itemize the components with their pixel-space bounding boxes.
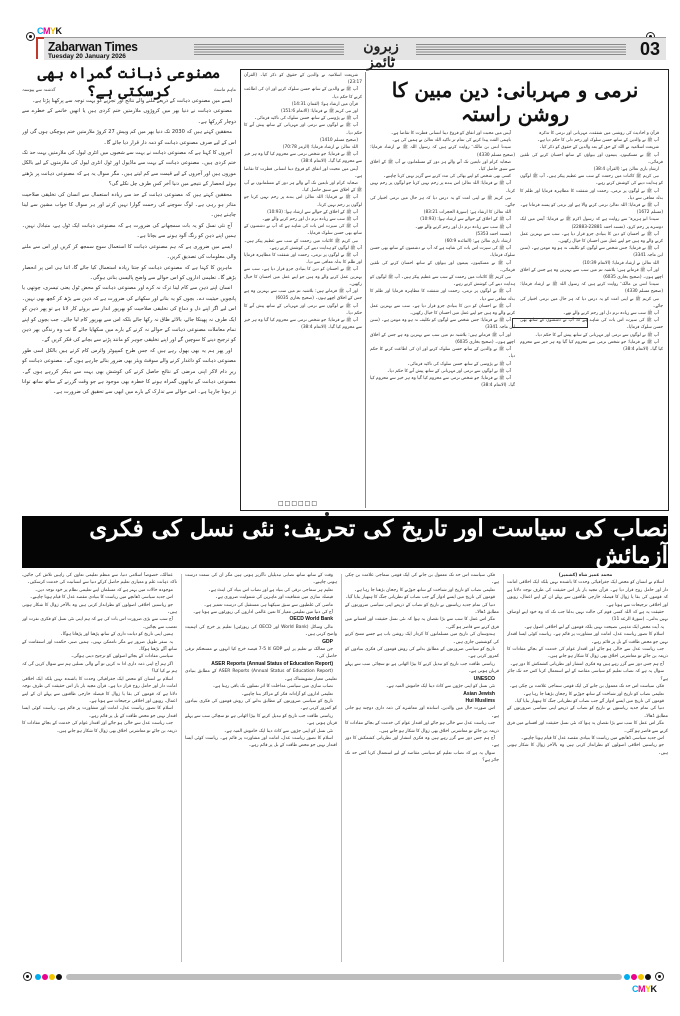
paragraph: آپ ﷺ نے احسان کو دین کا بنیادی جزو قرار دیا ہے۔ سب سے بہترین عمل کرنے والے وہ ہیں جو اپنے عمل میں احسان کا خیال رکھیں۔ — [244, 267, 362, 287]
header-accent-bar — [36, 37, 38, 59]
paragraph: آپ ﷺ کی سیرت اس بات کی شاہد ہے کہ آپ نے دشمنوں کے ساتھ بھی حسن سلوک فرمایا۔ — [244, 224, 362, 237]
issue-date: Tuesday 20 January 2026 — [48, 53, 126, 60]
paragraph: اس جدید سیاسی ڈھانچے میں ریاست کا بنیادی مقصد عدل کا قیام ہونا چاہیے۔ — [29, 595, 173, 601]
paragraph: وقت کے ساتھ ساتھ نصابی تبدیلیاں ناگزیر ہوتی ہیں مگر ان کی سمت درست ہونی چاہیے۔ — [185, 573, 337, 586]
paragraph: آج کی دنیا میں تعلیمی معیار کا تعین عالمی اداروں کی رپورٹوں سے ہوتا ہے۔ — [192, 610, 333, 616]
paragraph: مگر اس عمل کا سب سے بڑا نقصان یہ ہوا کہ نئی نسل حقیقت اور افسانے میں فرق کرنے سے قاصر ہو گئی۔ — [507, 721, 668, 734]
english-ref: GDP — [322, 638, 333, 645]
paragraph: آپ ﷺ نے فرمایا: اللہ تعالیٰ اس بندے پر رحم نہیں کرتا جو لوگوں پر رحم نہیں کرتا۔ — [244, 195, 362, 208]
paragraph: آپ ﷺ نے احسان کو دین کا بنیادی جزو قرار دیا ہے۔ سب سے بہترین عمل کرنے والے وہ ہیں جو اپنے عمل میں احسان کا خیال رکھیں۔ — [370, 303, 515, 317]
curriculum-column-3 — [185, 572, 337, 964]
column-separator — [181, 574, 182, 962]
paragraph: ایسے میں ضروری ہے کہ ہم مصنوعی ذہانت کا استعمال سوچ سمجھ کر کریں اور اس سے ملنے والی معلومات کی تصدیق کریں۔ — [22, 243, 236, 261]
paragraph: آپ ﷺ نے لوگوں پر نرمی، رحمت اور شفقت کا مظاہرہ فرمایا اور ظلم کا بدلہ معافی سے دیا۔ — [520, 188, 663, 201]
paragraph: فکر، سیاست اس حد تک معمول بن جانے کی ایک قومی سماجی علامت بن چکی ہے۔ — [345, 573, 499, 586]
paragraph: آپ ﷺ نے والدین کے ساتھ حسن سلوک کرنے اور ان کی اطاعت کرنے کا حکم دیا۔ — [370, 347, 515, 360]
paragraph: آپ ﷺ کی سیرت اس بات کی شاہد ہے کہ آپ نے دشمنوں کے ساتھ بھی حسن سلوک فرمایا۔ — [520, 318, 663, 331]
paragraph: ASER Reports (Annual Status of Education Report) کے مطابق بنیادی تعلیمی معیار تشویشناک ہے۔ — [185, 669, 337, 682]
continued-note: گذشتہ سے پیوستہ — [22, 88, 56, 93]
paragraph: جب ریاست عدل سے خالی ہو جائے اور اقتدار عوام کی خدمت کے بجائے مفادات کا ذریعہ بن جائے تو معاشرتی اخلاق بھی زوال کا شکار ہو جاتے ہیں۔ — [345, 721, 499, 734]
paragraph: شریعت اسلامیہ نے اللہ کے حق کے بعد والدین کے حقوق کو ذکر کیا۔ — [539, 145, 659, 151]
paragraph: (صحیح مسلم 1410) — [320, 137, 358, 143]
paragraph: آپ ﷺ نے لوگوں پر نرمی، رحمت اور شفقت کا مظاہرہ فرمایا اور ظلم کا بدلہ معافی سے دیا۔ — [244, 253, 362, 266]
banner-headline — [22, 516, 668, 568]
paragraph: اسلام کا تصور ریاست عدل، امانت اور مشاورت پر قائم ہے۔ ریاست کوئی ایسا اقتدار نہیں جو محض طاقت کے بل پر قائم رہے۔ — [507, 632, 668, 645]
cmyk-label-bottom — [632, 984, 657, 994]
paragraph: دنیا کی تمام جدید ریاستوں نے تاریخ کو نصاب کے ذریعے اپنی سیاسی ضرورتوں کے مطابق ڈھالا۔ — [345, 602, 499, 616]
paragraph: آپس میں محبت اور اتفاق کو فروغ دینا انسانی فطرت کا تقاضا ہے۔ — [390, 131, 511, 136]
paragraph: آج نئی نسل کو یہ بات سمجھانے کی ضرورت ہے کہ مصنوعی ذہانت ایک ٹول ہے، متبادل نہیں۔ ہمیں اپنے ذہن کو زنگ آلود ہونے سے بچانا ہے۔ — [22, 222, 236, 240]
paragraph: اور آپ ﷺ فرماتے ہیں: بلاشبہ تم میں سب سے بہترین وہ ہے جس کے اخلاق اچھے ہوں۔ (صحیح بخاری 6035) — [370, 332, 515, 345]
paragraph: نبی کریم ﷺ نے اپنی امت کو یہ درس دیا کہ ہر حال میں نرمی اختیار کی جائے۔ — [520, 296, 663, 309]
color-dot-cyan — [35, 974, 41, 980]
paragraph: اور آپ ﷺ فرماتے ہیں: بلاشبہ تم میں سب سے بہترین وہ ہے جس کے اخلاق اچھے ہوں۔ (صحیح بخاری 6035) — [520, 267, 663, 281]
paragraph: آپ ﷺ نے والدین کے ساتھ حسن سلوک اور رحم دلی کا حکم دیا ہے۔ — [537, 138, 659, 144]
color-dot-black — [56, 974, 62, 980]
paragraph: مصنوعی ذہانت نے دنیا بھر میں کروڑوں ملازمتیں ختم کردی ہیں یا انھیں خاتمے کے خطرے سے دوچار کررکھا ہے۔ — [22, 108, 236, 125]
paragraph: تعلیمی اداروں کو آزادانہ فکر کے مراکز بننا چاہیے۔ — [241, 691, 333, 697]
paragraph: شریعت اسلامیہ نے والدین کے حقوق کو ذکر کیا۔ (القرآن 23:17) — [244, 73, 362, 86]
paragraph: عمالک، خصوصاً اسلامی دنیا، سے منظم تعلیمی تعاون کی راہیں تلاش کی جائیں، تاکہ ذہانت علم و معیاری تعلیم حاصل کرکے دنیا سے انسانیت کی خدمت کرسکیں۔ — [22, 573, 177, 586]
paragraph: جب ریاست عدل سے خالی ہو جائے اور اقتدار عوام کی خدمت کے بجائے مفادات کا ذریعہ بن جائے تو معاشرتی اخلاق بھی زوال کا شکار ہو جاتے ہیں۔ — [22, 721, 177, 734]
paragraph: آپ ﷺ نے والدین کے ساتھ حسن سلوک کرنے اور ان کی اطاعت کرنے کا حکم دیا۔ — [244, 87, 362, 100]
paragraph: نبی کریم ﷺ کائنات میں رحمت کے سب سے عظیم پیکر ہیں۔ آپ ﷺ لوگوں کو ہدایت دینے کی کوشش کرتے رہے۔ — [244, 238, 362, 251]
curriculum-column-2 — [345, 572, 499, 964]
paragraph: قوموں کی تاریخ میں ایسے ادوار آئے جب نصاب کو نظریاتی جنگ کا ہتھیار بنایا گیا۔ — [514, 698, 664, 704]
paragraph: آپ ﷺ نے لوگوں سے نرمی اور مہربانی کے ساتھ پیش آنے کا حکم دیا۔ — [244, 123, 362, 136]
paragraph: آپ ﷺ نے فرمایا: جس شخص سے لوگوں کو تکلیف نہ ہو وہ مومن ہے۔ (سنن ابن ماجہ 3341) — [520, 246, 663, 259]
paragraph: آپ ﷺ سب سے زیادہ نرم دل اور رحم کرنے والے تھے۔ — [261, 217, 358, 223]
paragraph: سیدنا انس بن مالک ؓ روایت کرتے ہیں کہ رسول اللہ ﷺ نے ارشاد فرمایا: (صحیح مسلم 4330) — [370, 145, 515, 158]
paragraph: اگر ہم آج اپنی ذمہ داری ادا نہ کریں تو آنے والی نسلیں ہم سے سوال کریں گی کہ ہم نے کیا کیا؟ — [22, 661, 177, 675]
paragraph: فکر، سیاست اس حد تک معمول بن جانے کی ایک قومی سماجی علامت بن چکی ہے۔ — [509, 684, 664, 690]
byline: محمد عمیر شاہ (کشمیر) — [558, 573, 613, 578]
paragraph: اسلام کا تصور ریاست عدل، امانت اور مشاورت پر قائم ہے۔ ریاست کوئی ایسا اقتدار نہیں جو محض طاقت کے بل پر قائم رہے۔ — [22, 706, 177, 719]
paragraph: اور پھر ہم یہ بھی بھول رہے ہیں کہ جس طرح کمپیوٹر وائرس کام کرتے ہیں بالکل اسی طور مصنوعی ذہانت کو داغدار کرنے والے سوفٹ ویئر بھی ضرور بنائے جارہے ہوں گے۔ مصنوعی ذہانت کو زیرِ دام لاکر اپنی مرضی کے نتائج حاصل کرنے کی کوشش بھی بہت سے ہیکر کررہے ہوں گے۔ مصنوعی ذہانت کے ہاتھوں گمراہ ہونے کا خطرہ بھی موجود ہے جو وقت گزرنے کے ساتھ ساتھ توانا تر ہوتا جارہا ہے۔ اس حوالے سے تدارک کے بارے میں ابھی سے تحقیق کی ضرورت ہے۔ — [22, 347, 236, 396]
paragraph: اللہ تعالیٰ نے ارشاد فرمایا: (الانعام 10:39) — [582, 260, 659, 266]
paragraph: یہ سفر طویل ضرور ہے مگر ناممکن نہیں۔ ہمیں صبر، حکمت اور استقامت کے ساتھ آگے بڑھنا ہوگا۔ — [22, 639, 177, 653]
paragraph: آپ ﷺ نے فرمایا: جو شخص نرمی سے محروم کیا گیا وہ ہر خیر سے محروم کیا گیا۔ (الانعام 38:4) — [520, 339, 663, 353]
paragraph: ریاستی طاقت جب تاریخ کو تبدیل کرنے کا بیڑا اٹھاتی ہے تو سچائی سب سے پہلے قربان ہوتی ہے۔ — [185, 713, 337, 727]
header-rule-lines-left — [194, 44, 344, 56]
cmyk-k: K — [650, 984, 657, 994]
color-dot-black — [645, 974, 651, 980]
paragraph: باہمی الفت پیدا کرنے کی تمام تر تاکید اللہ تعالیٰ نے ہمیں کی ہے۔ — [391, 138, 511, 144]
paragraph: کسی بھی شخص کو اپنے بھائی کی مدد کرنے سے گریز نہیں کرنا چاہیے۔ — [383, 174, 511, 180]
paragraph: حقیقت یہ ہے کہ اللہ کسی قوم کی حالت نہیں بدلتا جب تک کہ وہ خود اپنے اوصاف نہیں بدلتی۔ (سورۃ الرعد 11) — [507, 610, 668, 623]
paragraph: فیصلہ سازی میں شفافیت اور ماہرین کی شمولیت ضروری ہے۔ — [215, 595, 333, 601]
paragraph — [345, 698, 499, 705]
paragraph: تعلیمی نصاب کو تاریخ اور شناخت کے ساتھ جوڑنے کا رجحان بڑھتا جا رہا ہے۔ — [523, 691, 664, 697]
paragraph: اللہ تعالیٰ نے ارشاد فرمایا: (الزمر 70:78) — [282, 145, 358, 151]
paragraph: آپ ﷺ نے فرمایا: اللہ تعالیٰ اس بندے پر رحم نہیں کرتا جو لوگوں پر رحم نہیں کرتا۔ — [370, 181, 515, 194]
paragraph: آپ ﷺ نے مسکینوں، یتیموں اور بیواؤں کے ساتھ احسان کرنے کی تلقین فرمائی۔ — [370, 260, 515, 273]
paragraph: مگر اس عمل کا سب سے بڑا نقصان یہ ہوا کہ نئی نسل حقیقت اور افسانے میں فرق کرنے سے قاصر ہو گئی۔ — [345, 617, 499, 630]
paragraph: آپ ﷺ نے احسان کو دین کا بنیادی جزو قرار دیا ہے۔ سب سے بہترین عمل کرنے والے وہ ہیں جو اپنے عمل میں احسان کا خیال رکھیں۔ — [520, 231, 663, 245]
color-dot-magenta — [631, 974, 637, 980]
paragraph: جن ممالک نے تعلیم پر اپنے GDP کا 5-7 فیصد خرچ کیا انہوں نے مستحکم ترقی حاصل کی۔ — [185, 647, 337, 660]
paragraph — [345, 676, 499, 683]
article-end-marker: □□□□□□ — [278, 500, 319, 507]
paragraph: آپ ﷺ کی سیرت اس بات کی شاہد ہے کہ آپ نے دشمنوں کے ساتھ بھی حسن سلوک فرمایا۔ — [370, 246, 515, 259]
column-separator — [503, 574, 504, 962]
paragraph: آپ ﷺ نے لوگوں سے نرمی اور مہربانی کے ساتھ پیش آنے کا حکم دیا۔ — [386, 368, 511, 374]
paragraph: صحابہ کرام اور تابعین تک آنے والے ہر دور کے مسلمانوں نے آپ ﷺ کے اخلاق سے سبق حاصل کیا۔ — [244, 181, 362, 194]
paragraph: جو ریاستیں اخلاقی اصولوں کو نظرانداز کرتی ہیں وہ بالآخر زوال کا شکار ہوتی ہیں۔ — [22, 602, 177, 616]
paragraph: اسلام نے انسان کو محض ایک جغرافیائی وحدت کا باشندہ نہیں بلکہ ایک اخلاقی امانت دار اور حامل روح قرار دیا ہے۔ قرآن مجید بار بار اس حقیقت کی طرف توجہ دلاتا ہے کہ قوموں کی بقا یا زوال کا فیصلہ خارجی طاقتوں سے پہلے ان کے اپنے اعمال، رویوں اور اخلاقی ترجیحات سے ہوتا ہے۔ — [507, 580, 668, 608]
page-number: 03 — [639, 39, 660, 59]
paragraph: نئی نسل کو اپنی جڑوں سے کاٹ دینا ایک خاموش المیہ ہے۔ — [385, 684, 495, 690]
paragraph: جب ریاست عدل سے خالی ہو جائے اور اقتدار عوام کی خدمت کے بجائے مفادات کا ذریعہ بن جائے تو معاشرتی اخلاق بھی زوال کا شکار ہو جاتے ہیں۔ — [507, 647, 668, 660]
paragraph: آج سب سے بڑی ضرورت اس بات کی ہے کہ ہم اپنی نئی نسل کو فکری نفرت اور تعصب سے بچائیں۔ — [22, 617, 177, 630]
english-ref: Education Report) — [289, 660, 333, 667]
paragraph — [185, 661, 337, 668]
paragraph: نئی نسل کو اپنی جڑوں سے کاٹ دینا ایک خاموش المیہ ہے۔ — [223, 728, 333, 734]
paragraph: نصاب سازی میں سیاسی مداخلت کا اثر نسلوں تک باقی رہتا ہے۔ — [212, 684, 333, 690]
english-ref: ASER Reports (Annual Status of — [211, 660, 289, 667]
article-ai-title: مصنوعی ذہانت گمراہ بھی کرسکتی ہے؟ — [37, 64, 221, 100]
paragraph: آپ ﷺ کے اخلاق کے حوالے سے ارشاد ہوا: (10:93) — [420, 217, 511, 223]
paragraph: نبی کریم ﷺ نے اپنی امت کو یہ درس دیا کہ ہر حال میں نرمی اختیار کی جائے۔ — [370, 195, 515, 209]
paragraph: ہمیں اپنی تاریخ کو دیانت داری کے ساتھ پڑھنا اور پڑھانا ہوگا۔ — [60, 632, 173, 638]
cmyk-m: M — [43, 26, 50, 36]
paragraph: صحابہ کرام اور تابعین تک آنے والے ہر دور کے مسلمانوں نے آپ ﷺ کے اخلاق سے سبق حاصل کیا۔ — [370, 159, 515, 173]
paragraph: سوال یہ ہے کہ نصاب تعلیم کو سیاسی مقاصد کے لیے استعمال کرنا کس حد تک جائز ہے؟ — [507, 669, 668, 682]
paragraph: محققین کہتے ہیں کہ 2030 تک دنیا بھر میں کم وبیش 27 کروڑ ملازمتیں ختم ہوچکی ہوں گی اور اس کے لیے صرف مصنوعی ذہانت کو ذمہ دار قرار دیا جائے گا۔ — [22, 129, 236, 146]
registration-bar — [66, 974, 622, 980]
paragraph: تاریخ کو سیاسی ضرورتوں کے مطابق بدلنے کی روش قوموں کی فکری بنیادوں کو کمزور کرتی ہے۔ — [185, 698, 337, 712]
color-dot-yellow — [638, 974, 644, 980]
paragraph: نبی کریم ﷺ کائنات میں رحمت کے سب سے عظیم پیکر ہیں۔ آپ ﷺ لوگوں کو ہدایت دینے کی کوشش کرتے رہے۔ — [520, 174, 663, 187]
paragraph: محققین کہتے ہیں کہ مصنوعی ذہانت کے حد سے زیادہ استعمال سے انسان کی تخلیقی صلاحیت متاثر ہو رہی ہے۔ لوگ سوچنے کی زحمت گوارا نہیں کرتے اور ہر سوال کا جواب مشین سے لینا چاہتے ہیں۔ — [22, 191, 236, 219]
paragraph: اسلام نے انسان کو محض ایک جغرافیائی وحدت کا باشندہ نہیں بلکہ ایک اخلاقی امانت دار اور حامل روح قرار دیا ہے۔ قرآن مجید بار بار اس حقیقت کی طرف توجہ دلاتا ہے کہ قوموں کی بقا یا زوال کا فیصلہ خارجی طاقتوں سے پہلے ان کے اپنے اعمال، رویوں اور اخلاقی ترجیحات سے ہوتا ہے۔ — [22, 676, 177, 704]
paragraph — [345, 691, 499, 698]
english-ref: OECD — [289, 616, 304, 623]
paragraph: اسلام کا تصور ریاست عدل، امانت اور مشاورت پر قائم ہے۔ ریاست کوئی ایسا اقتدار نہیں جو محض طاقت کے بل پر قائم رہے۔ — [185, 735, 337, 749]
paragraph: تعلیم ہر سماجی ترقی کی بنیاد ہے اور نصاب اس بنیاد کی اینٹ ہے۔ — [208, 587, 333, 593]
cmyk-y: Y — [645, 984, 651, 994]
cmyk-y: Y — [50, 26, 56, 36]
paragraph: قرآن میں ارشاد ہوا: (لقمان 14:31) — [291, 101, 358, 107]
english-ref: Jewish — [478, 690, 495, 697]
paragraph: ہندوستان کی تاریخ میں مسلمانوں کا کردار ایک روشن باب ہے جسے مسخ کرنے کی کوششیں جاری ہیں۔ — [345, 632, 499, 645]
paragraph: آپ ﷺ نے لوگوں پر نرمی، رحمت اور شفقت کا مظاہرہ فرمایا اور ظلم کا بدلہ معافی سے دیا۔ — [370, 289, 515, 302]
paragraph: یہ آیت محض ایک مذہبی نصیحت نہیں بلکہ قوموں کے لیے اخلاقی اصول ہے۔ — [523, 624, 664, 630]
paragraph: تاریخ کو سیاسی ضرورتوں کے مطابق بدلنے کی روش قوموں کی فکری بنیادوں کو کمزور کرتی ہے۔ — [345, 647, 499, 660]
banner-title: نصاب کی سیاست اور تاریخ کی تحریف: نئی نسل کی فکری آزمائش — [89, 515, 668, 569]
cmyk-m: M — [638, 984, 645, 994]
author-name: ماہم ماسٹ — [213, 88, 236, 93]
paragraph: آجروں کا کہنا ہے کہ مصنوعی ذہانت نے بہت سے شعبوں میں انٹری لیول کی ملازمتیں بہت حد تک ختم کردی ہیں۔ مصنوعی ذہانت کے بہت سے ماڈیول اور ٹول انٹری لیول کی ملازمتوں کے لیے بالکل موزوں ہیں اور آجروں کے لیے قیمت سے کم لیتے ہیں۔ مگر سوال یہ ہے کہ مصنوعی ذہانت پر بڑھتے ہوئے انحصار کے نتیجے میں دنیا آخر کس طرف چل نکلے گی؟ — [22, 150, 236, 188]
registration-mark-top-left — [26, 32, 35, 41]
color-dot-yellow — [49, 974, 55, 980]
paragraph: اور آپ ﷺ فرماتے ہیں: بلاشبہ تم میں سب سے بہترین وہ ہے جس کے اخلاق اچھے ہوں۔ (صحیح بخاری 6035) — [244, 289, 362, 302]
paragraph: آپ ﷺ نے فرمایا: اللہ تعالیٰ نرمی کرنے والا ہے اور نرمی کو پسند فرماتا ہے۔ (مسلم 1672) — [520, 203, 663, 216]
paragraph: آپ ﷺ نے فرمایا: جو شخص نرمی سے محروم کیا گیا وہ ہر خیر سے محروم کیا گیا۔ (الانعام 38:4) — [244, 317, 362, 331]
paragraph: اس جدید سیاسی ڈھانچے میں ریاست کا بنیادی مقصد عدل کا قیام ہونا چاہیے۔ — [520, 735, 664, 741]
paragraph: ریاستی طاقت جب تاریخ کو تبدیل کرنے کا بیڑا اٹھاتی ہے تو سچائی سب سے پہلے قربان ہوتی ہے۔ — [345, 661, 499, 675]
article-kindness-column-3 — [244, 72, 362, 504]
paragraph: آپ ﷺ نے پڑوسی کے ساتھ حسن سلوک کی تاکید فرمائی۔ — [407, 361, 511, 367]
paragraph: آپ ﷺ سب سے زیادہ نرم دل اور رحم کرنے والے تھے۔ — [414, 224, 511, 230]
article-ai-body — [22, 96, 236, 514]
paragraph: سیدنا ابو ہریرہ ؓ سے روایت ہے کہ رسول اکرم ﷺ نے فرمایا: آپس میں ایک دوسرے پر رحم کرو۔ (مسند احمد 22881-22883) — [520, 217, 663, 230]
registration-mark-bottom-left — [23, 972, 32, 981]
paragraph: (مسند احمد 5353) — [475, 231, 511, 237]
page-header — [44, 37, 666, 71]
paragraph: ماہرین کا کہنا ہے کہ مصنوعی ذہانت کو جتنا زیادہ استعمال کیا جائے گا، اتنا ہی اس پر انحصار بڑھے گا۔ تعلیمی اداروں کو اس حوالے سے واضح پالیسی بنانی ہوگی۔ — [22, 264, 236, 281]
paragraph: اور نبی کریم ﷺ نے فرمایا: (الانعام 151:6) — [281, 109, 358, 115]
paragraph: دنیا کی تمام جدید ریاستوں نے تاریخ کو نصاب کے ذریعے اپنی سیاسی ضرورتوں کے مطابق ڈھالا۔ — [507, 706, 668, 719]
paragraph: جو ریاستیں اخلاقی اصولوں کو نظرانداز کرتی ہیں وہ بالآخر زوال کا شکار ہوتی ہیں۔ — [507, 743, 668, 756]
paragraph: آپ ﷺ نے لوگوں سے نرمی اور مہربانی کے ساتھ پیش آنے کا حکم دیا۔ — [244, 303, 362, 316]
cmyk-k: K — [55, 26, 62, 36]
paragraph: مالی وسائل (World Bank اور OECD کی رپورٹیں) تعلیم پر خرچ کی اہمیت واضح کرتی ہیں۔ — [185, 624, 337, 638]
paragraph: قرآن و احادیث کی روشنی میں شفقت، مہربانی اور نرمی کا تذکرہ — [538, 131, 659, 136]
box-column-divider — [365, 72, 366, 508]
registration-mark-bottom-right — [655, 972, 664, 981]
paragraph: آپ ﷺ نے فرمایا: جو شخص نرمی سے محروم کیا گیا وہ ہر خیر سے محروم کیا گیا۔ (الانعام 38:4) — [244, 152, 362, 165]
paragraph: اس صورت حال میں والدین، اساتذہ اور معاشرے کی ذمہ داری دوچند ہو جاتی ہے۔ — [345, 706, 499, 719]
paragraph: تعلیمی نصاب کو تاریخ اور شناخت کے ساتھ جوڑنے کا رجحان بڑھتا جا رہا ہے۔ — [354, 587, 495, 593]
paragraph: نبی کریم ﷺ کائنات میں رحمت کے سب سے عظیم پیکر ہیں۔ آپ ﷺ لوگوں کو ہدایت دینے کی کوشش کرتے رہے۔ — [370, 275, 515, 288]
urdu-masthead: زبرون ٹائمز — [363, 39, 399, 71]
paragraph — [185, 639, 337, 646]
cmyk-c: C — [632, 984, 638, 994]
paragraph: سیاسی مفادات کے بجائے اصولوں کو ترجیح دینی ہوگی۔ — [70, 654, 173, 660]
cmyk-c: C — [37, 26, 43, 36]
paragraph: آپ ﷺ سب سے زیادہ نرم دل اور رحم کرنے والے تھے۔ — [562, 311, 659, 317]
paragraph: آپس میں محبت اور اتفاق کو فروغ دینا انسانی فطرت کا تقاضا ہے۔ — [244, 166, 362, 179]
paragraph: آج ہم جس دور سے گزر رہے ہیں وہ فکری انتشار اور نظریاتی کشمکش کا دور ہے۔ — [345, 735, 499, 749]
paragraph: آپ ﷺ نے لوگوں سے نرمی اور مہربانی کے ساتھ پیش آنے کا حکم دیا۔ — [534, 332, 659, 338]
paragraph: آپ ﷺ کے اخلاق کے حوالے سے ارشاد ہوا: (10:93) — [267, 209, 358, 215]
column-separator — [341, 574, 342, 962]
paragraph: آج ہم جس دور سے گزر رہے ہیں وہ فکری انتشار اور نظریاتی کشمکش کا دور ہے۔ — [509, 661, 664, 667]
curriculum-column-1 — [507, 572, 668, 964]
paragraph: سوال یہ ہے کہ نصاب تعلیم کو سیاسی مقاصد کے لیے استعمال کرنا کس حد تک جائز ہے؟ — [345, 750, 499, 764]
paragraph — [185, 616, 337, 623]
article-kindness-column-2 — [370, 130, 515, 505]
paragraph: ارشادِ باری تعالیٰ ہے: (القرآن 38:4) — [593, 167, 659, 173]
curriculum-column-4 — [22, 572, 177, 964]
paragraph: ارشاد باری تعالیٰ ہے: (المائدہ 60:9) — [444, 239, 511, 245]
paragraph: ایسے میں مصنوعی ذہانت کے ذریعے ملنے والے نتائج اور تجزیے کو بہت توجہ سے پرکھنا پڑتا ہے۔ — [32, 98, 232, 104]
english-ref: UNESCO — [473, 675, 495, 682]
paragraph: انسان اپنے ذہن سے کام لینا ترک نہ کرے اور مصنوعی ذہانت کو محض ٹول یعنی تیسری، چوتھی یا پانچویں حیثیت دے۔ بچوں کو یہ بتانے اور سکھانے کی ضرورت ہے کہ ذہن سے بڑھ کر کچھ بھی نہیں۔ اس لیے اگر اپنے دل و دماغ کی تخلیقی صلاحیت کو بھرپور انداز سے بروئے کار لانا ہے تو پھر ذہن کو ایک طرف نہ پھینکا جائے، بالائے طاق نہ رکھا جائے بلکہ اس سے بھرپور کام لیا جائے۔ جب بچوں کو اپنے تمام معاملات مصنوعی ذہانت کے حوالے نہ کرنے کے بارے میں سکھایا جائے گا تب وہ زندگی بھر ذہن کو ترجیح دینے کا سوچیں گے اور اپنے تخلیقی جوہر کو مانند پڑنے سے بچانے کی فکر کریں گے۔ — [22, 285, 236, 344]
header-rule-lines-right — [416, 44, 626, 56]
paragraph: سیدنا انس بن مالک ؓ روایت کرتے ہیں کہ رسول اللہ ﷺ نے ارشاد فرمایا: (صحیح مسلم 4330) — [520, 282, 663, 295]
paragraph: اللہ تعالیٰ کا ارشاد ہے: (سورۃ الحجرات 83:21) — [423, 210, 511, 216]
paragraph: آپ ﷺ نے فرمایا: جو شخص نرمی سے محروم کیا گیا وہ ہر خیر سے محروم کیا گیا۔ (الانعام 38:4) — [370, 375, 515, 389]
color-dot-cyan — [624, 974, 630, 980]
english-ref: Hui Muslims — [465, 697, 495, 704]
cmyk-label-top — [37, 26, 62, 36]
paragraph: موجودہ حالات میں بہتر ہے کہ مسلمان اپنے تعلیمی نظام پر خود توجہ دیں۔ — [34, 587, 173, 593]
paragraph: ماضی کی غلطیوں سے سبق سیکھنا ہی مستقبل کی درست تعمیر ہے۔ — [203, 602, 333, 608]
newspaper-brand: Zabarwan Times — [48, 39, 138, 54]
english-ref: Asian — [463, 690, 477, 697]
article-kindness-title: نرمی و مہربانی: دین مبین کا روشن راستہ — [391, 78, 639, 126]
color-dot-magenta — [42, 974, 48, 980]
paragraph: قوموں کی تاریخ میں ایسے ادوار آئے جب نصاب کو نظریاتی جنگ کا ہتھیار بنایا گیا۔ — [345, 595, 495, 601]
paragraph: آپ ﷺ نے پڑوسی کے ساتھ حسن سلوک کی تاکید فرمائی۔ — [254, 116, 358, 122]
article-ai-byline — [22, 88, 236, 93]
paragraph: آپ ﷺ نے فرمایا: جس شخص سے لوگوں کو تکلیف نہ ہو وہ مومن ہے۔ (سنن ابن ماجہ 3341) — [370, 318, 515, 331]
reference-highlight-box — [512, 318, 588, 328]
english-ref: World Bank — [305, 616, 333, 623]
paragraph: آپ ﷺ نے مسکینوں، یتیموں اور بیواؤں کے ساتھ احسان کرنے کی تلقین فرمائی۔ — [520, 152, 663, 165]
